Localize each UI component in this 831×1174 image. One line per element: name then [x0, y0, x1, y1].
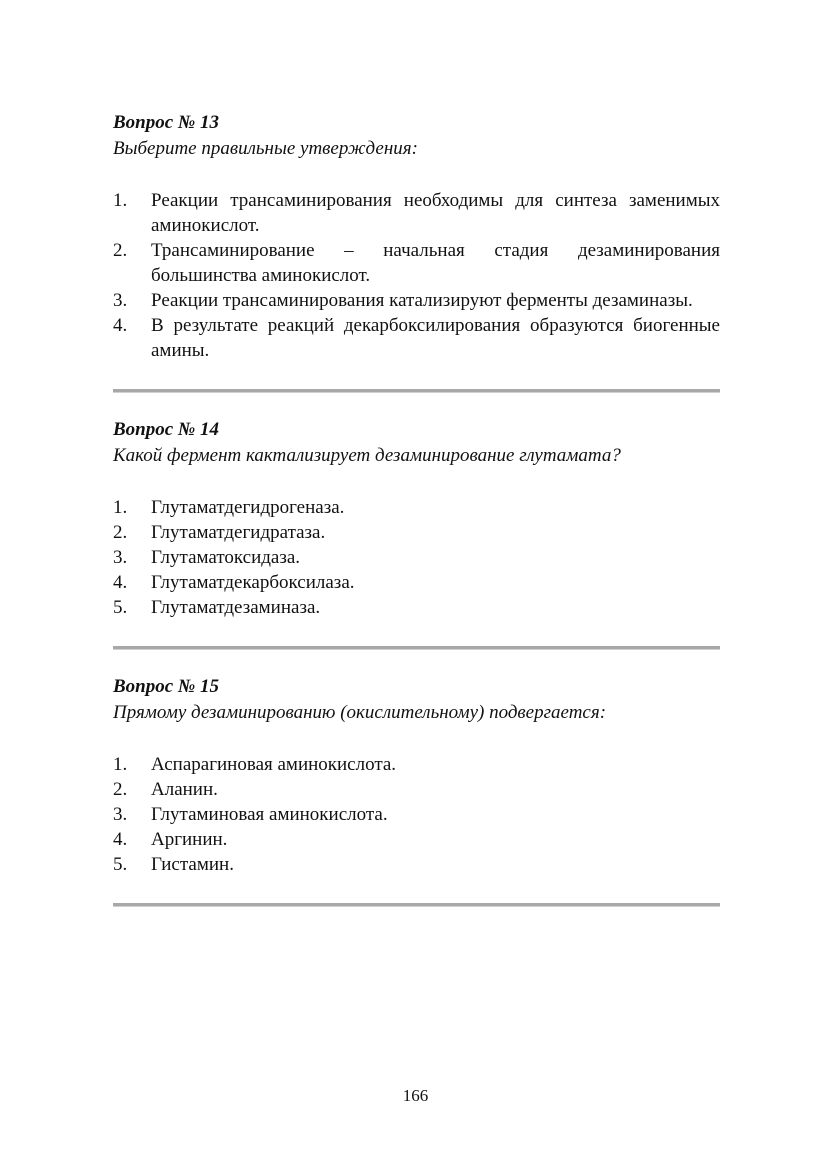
answer-item: [113, 495, 720, 520]
question-prompt: Выберите правильные утверждения:: [113, 138, 418, 159]
answer-list: [113, 188, 720, 363]
question-15: [113, 674, 720, 877]
answer-text: Глутаматоксидаза.: [151, 547, 301, 568]
answer-item: [113, 313, 720, 363]
answer-item: [113, 545, 720, 570]
answer-item: [113, 752, 720, 777]
page-number: 166: [402, 1086, 429, 1105]
section-divider: [113, 646, 720, 650]
answer-text: Трансаминирование – начальная стадия дезаминирования большинства аминокислот.: [151, 240, 720, 286]
section-divider: [113, 903, 720, 907]
answer-text: Аспарагиновая аминокислота.: [151, 754, 397, 775]
answer-text: Аланин.: [151, 779, 218, 800]
question-title: Вопрос № 15: [113, 676, 220, 697]
answer-number: 3.: [113, 290, 128, 311]
question-prompt: Какой фермент кактализирует дезаминирование глутамата?: [113, 445, 621, 466]
answer-text: Реакции трансаминирования катализируют ферменты дезаминазы.: [151, 290, 693, 311]
answer-text: Глутаматдезаминаза.: [151, 597, 321, 618]
answer-number: 3.: [113, 804, 128, 825]
answer-number: 5.: [113, 597, 128, 618]
answer-text: Глутаматдегидрогеназа.: [151, 497, 345, 518]
answer-number: 1.: [113, 754, 128, 775]
answer-number: 4.: [113, 315, 128, 336]
question-prompt: Прямому дезаминированию (окислительному) подвергается:: [113, 702, 607, 723]
answer-item: [113, 777, 720, 802]
answer-number: 2.: [113, 240, 128, 261]
answer-item: [113, 595, 720, 620]
answer-item: [113, 520, 720, 545]
section-divider: [113, 389, 720, 393]
answer-text: Аргинин.: [151, 829, 228, 850]
document-page: [113, 110, 720, 931]
question-14: [113, 417, 720, 620]
answer-number: 4.: [113, 829, 128, 850]
answer-item: [113, 827, 720, 852]
answer-item: [113, 188, 720, 238]
answer-item: [113, 238, 720, 288]
answer-number: 2.: [113, 522, 128, 543]
answer-number: 1.: [113, 497, 128, 518]
answer-item: [113, 570, 720, 595]
answer-text: Глутаматдекарбоксилаза.: [151, 572, 355, 593]
answer-text: Глутаматдегидратаза.: [151, 522, 326, 543]
answer-number: 3.: [113, 547, 128, 568]
answer-text: Глутаминовая аминокислота.: [151, 804, 388, 825]
answer-item: [113, 288, 720, 313]
question-title: Вопрос № 14: [113, 419, 220, 440]
answer-number: 2.: [113, 779, 128, 800]
answer-number: 1.: [113, 190, 128, 211]
answer-list: [113, 752, 720, 877]
question-13: [113, 110, 720, 363]
answer-number: 4.: [113, 572, 128, 593]
answer-text: В результате реакций декарбоксилирования образуются биогенные амины.: [151, 315, 720, 361]
answer-item: [113, 802, 720, 827]
answer-list: [113, 495, 720, 620]
question-title: Вопрос № 13: [113, 112, 220, 133]
answer-number: 5.: [113, 854, 128, 875]
answer-text: Реакции трансаминирования необходимы для синтеза заменимых аминокислот.: [151, 190, 720, 236]
answer-text: Гистамин.: [151, 854, 234, 875]
answer-item: [113, 852, 720, 877]
